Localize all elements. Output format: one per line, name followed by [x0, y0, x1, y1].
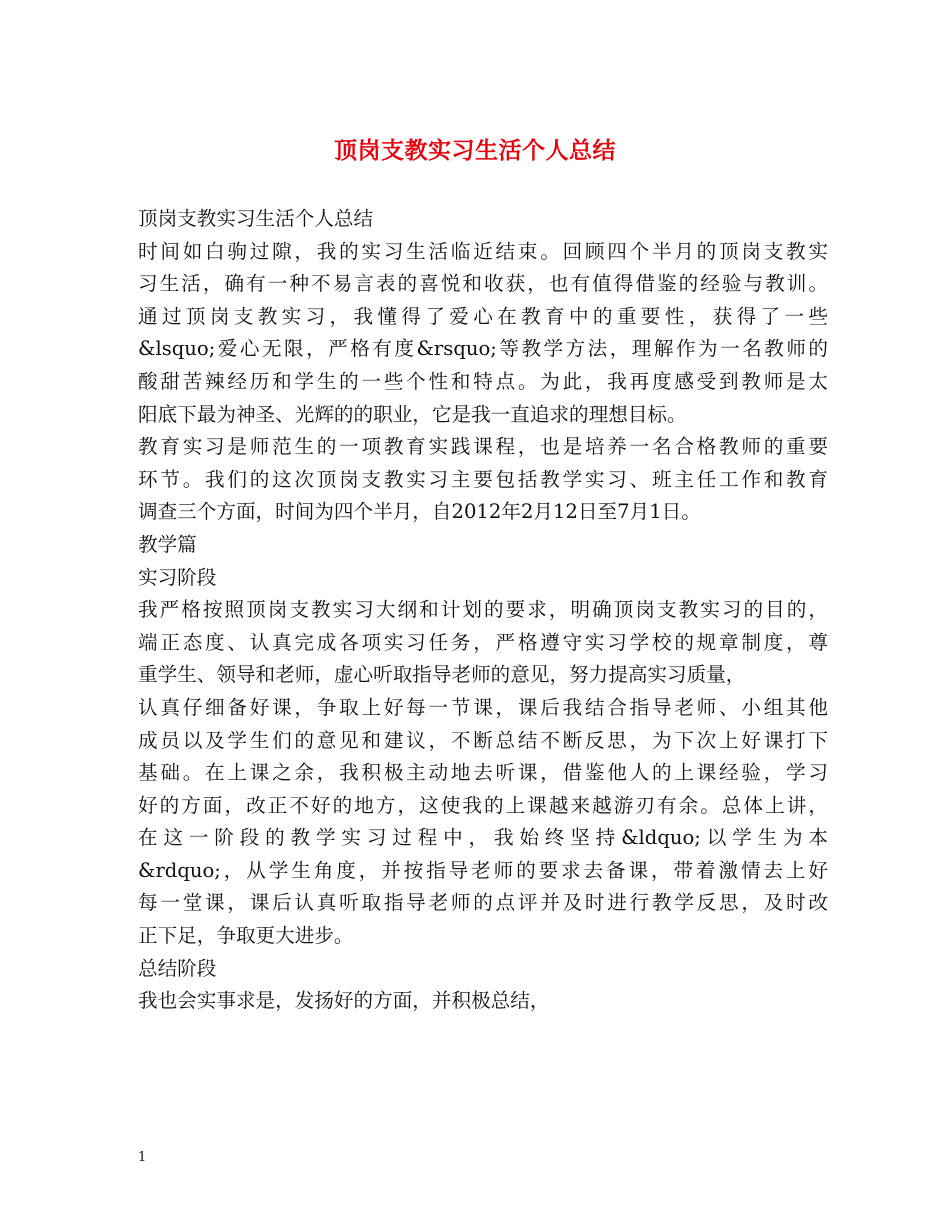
text-line: 环节。我们的这次顶岗支教实习主要包括教学实习、班主任工作和教育 [138, 467, 828, 491]
section-heading: 总结阶段 [138, 956, 217, 980]
text-line: 在这一阶段的教学实习过程中，我始终坚持&ldquo;以学生为本 [138, 826, 828, 850]
text-line: 酸甜苦辣经历和学生的一些个性和特点。为此，我再度感受到教师是太 [138, 369, 828, 393]
text-line: 阳底下最为神圣、光辉的的职业，它是我一直追求的理想目标。 [138, 402, 687, 426]
document-body [138, 203, 828, 1018]
page-number: 1 [138, 1150, 147, 1165]
text-line: 重学生、领导和老师，虚心听取指导老师的意见，努力提高实习质量， [138, 663, 746, 687]
text-line: &rdquo;，从学生角度，并按指导老师的要求去备课，带着激情去上好 [138, 858, 828, 882]
text-line: 我严格按照顶岗支教实习大纲和计划的要求，明确顶岗支教实习的目的， [138, 598, 828, 622]
text-line: 通过顶岗支教实习，我懂得了爱心在教育中的重要性，获得了一些 [138, 304, 828, 328]
text-line: 时间如白驹过隙，我的实习生活临近结束。回顾四个半月的顶岗支教实 [138, 239, 828, 263]
text-line: 每一堂课，课后认真听取指导老师的点评并及时进行教学反思，及时改 [138, 891, 828, 915]
section-heading: 教学篇 [138, 532, 197, 556]
section-heading: 实习阶段 [138, 565, 217, 589]
document-title: 顶岗支教实习生活个人总结 [334, 138, 616, 164]
text-line: 认真仔细备好课，争取上好每一节课，课后我结合指导老师、小组其他 [138, 695, 828, 719]
text-line: 习生活，确有一种不易言表的喜悦和收获，也有值得借鉴的经验与教训。 [138, 272, 828, 296]
text-line: &lsquo;爱心无限，严格有度&rsquo;等教学方法，理解作为一名教师的 [138, 337, 828, 361]
text-line: 正下足，争取更大进步。 [138, 924, 354, 948]
text-line: 端正态度、认真完成各项实习任务，严格遵守实习学校的规章制度，尊 [138, 630, 828, 654]
text-line: 顶岗支教实习生活个人总结 [138, 207, 374, 230]
text-line: 调查三个方面，时间为四个半月，自2012年2月12日至7月1日。 [138, 500, 701, 524]
text-line: 我也会实事求是，发扬好的方面，并积极总结， [138, 989, 550, 1013]
text-line: 成员以及学生们的意见和建议，不断总结不断反思，为下次上好课打下 [138, 728, 828, 752]
text-line: 好的方面，改正不好的地方，这使我的上课越来越游刃有余。总体上讲， [138, 793, 828, 817]
text-line: 教育实习是师范生的一项教育实践课程，也是培养一名合格教师的重要 [138, 435, 828, 459]
text-line: 基础。在上课之余，我积极主动地去听课，借鉴他人的上课经验，学习 [138, 761, 828, 785]
